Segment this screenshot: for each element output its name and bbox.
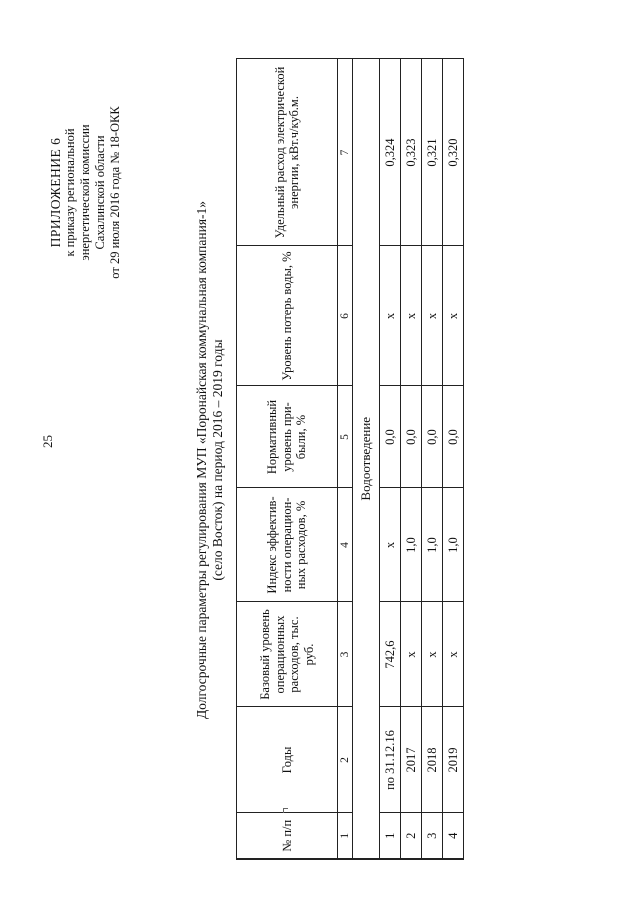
appendix-line: энергетической комиссии <box>78 124 92 261</box>
table-cell: 0,320 <box>443 59 464 246</box>
appendix-line: от 29 июля 2016 года № 18-ОКК <box>108 106 122 279</box>
table-cell: 3 <box>422 813 443 859</box>
table-row <box>443 59 464 859</box>
header-cell-number: № п/п <box>237 813 338 859</box>
rotated-page-content <box>48 60 572 860</box>
appendix-heading: ПРИЛОЖЕНИЕ 6 <box>48 137 63 248</box>
table-cell: 0,0 <box>422 386 443 488</box>
table-row <box>401 59 422 859</box>
table-cell: х <box>422 246 443 386</box>
column-number-row <box>338 59 353 859</box>
appendix-line: Сахалинской области <box>93 135 107 250</box>
table-cell: 4 <box>443 813 464 859</box>
table-cell: по 31.12.16 <box>380 707 401 813</box>
table-cell: 2019 <box>443 707 464 813</box>
table-cell: 2018 <box>422 707 443 813</box>
table-cell: 1,0 <box>443 488 464 602</box>
document-title <box>194 60 226 860</box>
column-number: 4 <box>338 488 353 602</box>
column-number: 6 <box>338 246 353 386</box>
header-cell-base-opex: Базовый уровень операционных расходов, тыс. руб. <box>237 602 338 707</box>
title-line-1: Долгосрочные параметры регулирования МУП «Поронайская коммунальная компания-1» <box>194 200 209 720</box>
table-cell: х <box>401 246 422 386</box>
scan-mark <box>283 808 288 813</box>
table-cell: 0,0 <box>380 386 401 488</box>
table-cell: 0,323 <box>401 59 422 246</box>
header-cell-profit-level: Нормативный уровень при-были, % <box>237 386 338 488</box>
table-cell: 1 <box>380 813 401 859</box>
parameters-table <box>236 59 464 861</box>
column-number: 2 <box>338 707 353 813</box>
table-row <box>422 59 443 859</box>
table-cell: 742,6 <box>380 602 401 707</box>
column-number: 1 <box>338 813 353 859</box>
table-cell: 2017 <box>401 707 422 813</box>
table-cell: х <box>422 602 443 707</box>
table-cell: 0,321 <box>422 59 443 246</box>
table-cell: 1,0 <box>401 488 422 602</box>
column-number: 3 <box>338 602 353 707</box>
table-cell: х <box>443 602 464 707</box>
column-number: 5 <box>338 386 353 488</box>
table-cell: 0,0 <box>401 386 422 488</box>
header-cell-water-loss: Уровень потерь воды, % <box>237 246 338 386</box>
table-cell: х <box>380 246 401 386</box>
header-cell-efficiency-index: Индекс эффектив-ности операцион-ных расходов, % <box>237 488 338 602</box>
table-cell: 0,324 <box>380 59 401 246</box>
table-cell: 1,0 <box>422 488 443 602</box>
table-cell: х <box>380 488 401 602</box>
appendix-block <box>48 70 123 315</box>
header-cell-energy-use: Удельный расход электрической энергии, кВт.ч/куб.м. <box>237 59 338 246</box>
table-cell: 2 <box>401 813 422 859</box>
page-number: 25 <box>40 435 55 448</box>
header-cell-years: Годы <box>237 707 338 813</box>
column-number: 7 <box>338 59 353 246</box>
table-row <box>380 59 401 859</box>
section-label: Водоотведение <box>353 59 380 859</box>
section-row <box>353 59 380 859</box>
table-header-row <box>237 59 338 859</box>
appendix-line: к приказу региональной <box>63 128 77 257</box>
title-line-2: (село Восток) на период 2016 – 2019 годы <box>210 339 225 581</box>
table-cell: 0,0 <box>443 386 464 488</box>
table-cell: х <box>401 602 422 707</box>
table-cell: х <box>443 246 464 386</box>
